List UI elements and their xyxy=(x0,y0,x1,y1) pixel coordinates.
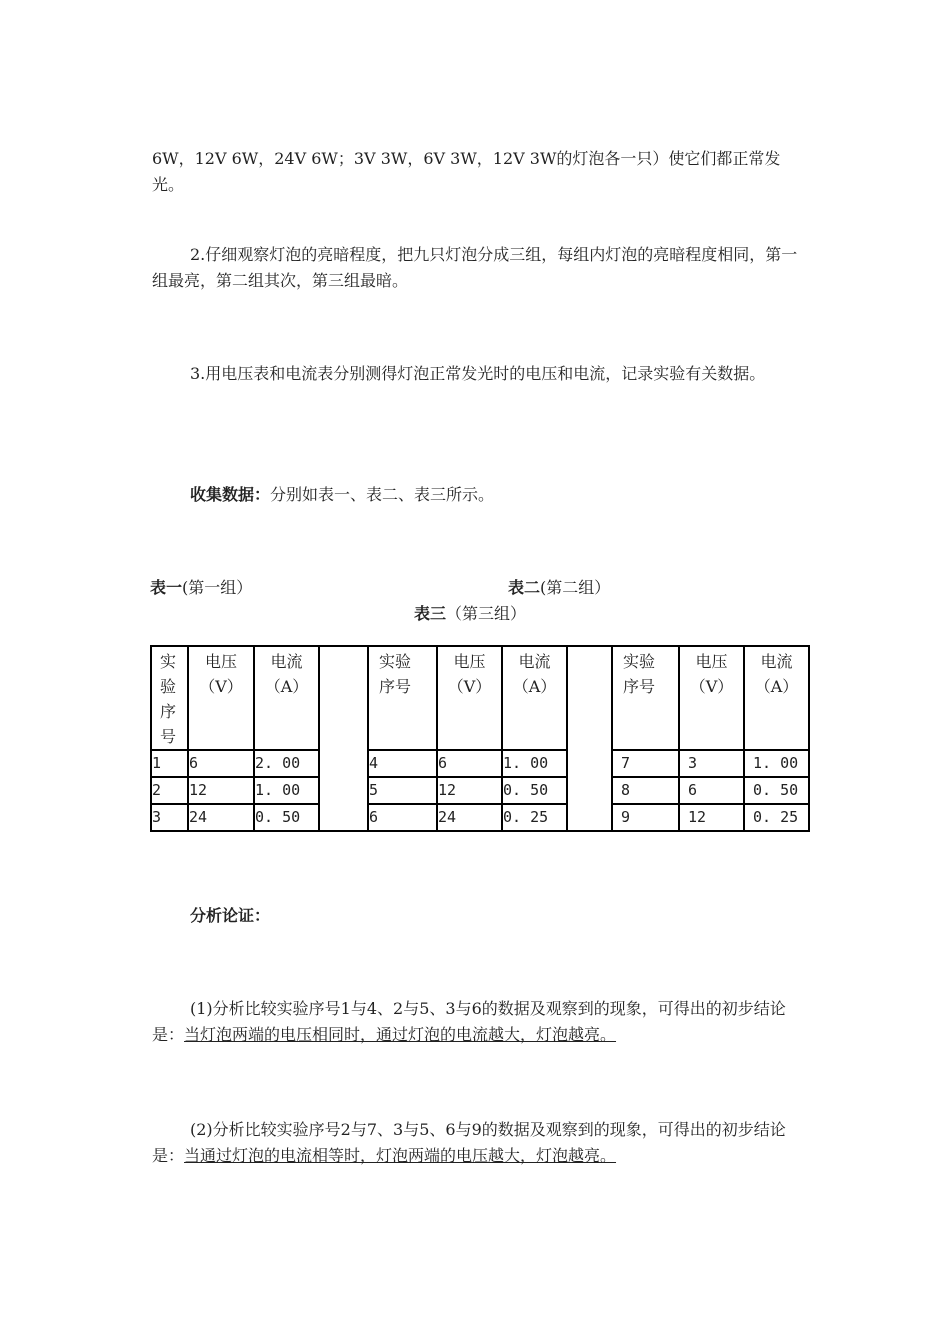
t2-header-voltage: 电压（V） xyxy=(437,646,502,750)
collect-data-text: 分别如表一、表二、表三所示。 xyxy=(270,485,495,504)
table3-caption xyxy=(414,603,526,625)
t2-header-current: 电流（A） xyxy=(502,646,567,750)
t2-cell-current: 0. 25 xyxy=(502,804,567,831)
t2-cell-voltage: 12 xyxy=(437,777,502,804)
t3-header-voltage: 电压（V） xyxy=(679,646,744,750)
paragraph-collect-data xyxy=(152,482,812,508)
t2-cell-voltage: 6 xyxy=(437,750,502,777)
t1-cell-current: 0. 50 xyxy=(254,804,319,831)
gap-cell xyxy=(319,646,368,831)
t1-cell-voltage: 24 xyxy=(188,804,254,831)
conclusion-2-prefix: (2)分析比较实验序号2与7、3与5、6与9的数据及观察到的现象，可得出的初步结论是： xyxy=(152,1120,786,1165)
table3-caption-text: （第三组） xyxy=(446,604,527,623)
t2-cell-voltage: 24 xyxy=(437,804,502,831)
table-row xyxy=(151,750,809,777)
analysis-label: 分析论证： xyxy=(190,906,271,925)
t1-header-seq: 实验序号 xyxy=(151,646,188,750)
table-row xyxy=(151,804,809,831)
t2-cell-seq: 4 xyxy=(368,750,437,777)
data-table xyxy=(150,645,810,832)
t3-cell-voltage: 12 xyxy=(679,804,744,831)
t1-cell-current: 1. 00 xyxy=(254,777,319,804)
collect-data-label: 收集数据： xyxy=(190,485,271,504)
paragraph-step-2: 2.仔细观察灯泡的亮暗程度，把九只灯泡分成三组，每组内灯泡的亮暗程度相同，第一组最亮，第二组其次，第三组最暗。 xyxy=(152,245,798,290)
t3-cell-seq: 8 xyxy=(612,777,679,804)
table3-caption-bold: 表三 xyxy=(414,604,447,623)
t1-cell-seq: 1 xyxy=(151,750,188,777)
table2-caption xyxy=(508,577,610,599)
t2-cell-current: 1. 00 xyxy=(502,750,567,777)
table1-caption-text: (第一组） xyxy=(182,578,253,597)
gap-cell xyxy=(567,646,612,831)
conclusion-2-answer: 当通过灯泡的电流相等时，灯泡两端的电压越大，灯泡越亮。 xyxy=(184,1146,617,1165)
t1-cell-seq: 2 xyxy=(151,777,188,804)
conclusion-1-answer: 当灯泡两端的电压相同时，通过灯泡的电流越大，灯泡越亮。 xyxy=(184,1025,617,1044)
t2-cell-seq: 5 xyxy=(368,777,437,804)
table-header-row xyxy=(151,646,809,750)
t1-cell-voltage: 6 xyxy=(188,750,254,777)
t3-cell-current: 0. 50 xyxy=(744,777,809,804)
paragraph-conclusion-2 xyxy=(152,1117,812,1169)
table1-caption xyxy=(150,577,252,599)
conclusion-1-prefix: (1)分析比较实验序号1与4、2与5、3与6的数据及观察到的现象，可得出的初步结论是： xyxy=(152,999,786,1044)
t2-cell-seq: 6 xyxy=(368,804,437,831)
t3-cell-current: 0. 25 xyxy=(744,804,809,831)
paragraph-bulbs: 6W，12V 6W，24V 6W；3V 3W，6V 3W，12V 3W的灯泡各一只）使它们都正常发光。 xyxy=(152,149,781,194)
t1-header-current: 电流（A） xyxy=(254,646,319,750)
t3-header-seq: 实验序号 xyxy=(612,646,679,750)
t3-cell-current: 1. 00 xyxy=(744,750,809,777)
t3-cell-seq: 9 xyxy=(612,804,679,831)
paragraph-conclusion-1 xyxy=(152,996,812,1048)
t3-cell-seq: 7 xyxy=(612,750,679,777)
t1-cell-voltage: 12 xyxy=(188,777,254,804)
t2-header-seq: 实验序号 xyxy=(368,646,437,750)
table2-caption-bold: 表二 xyxy=(508,578,541,597)
table1-caption-bold: 表一 xyxy=(150,578,183,597)
t1-cell-seq: 3 xyxy=(151,804,188,831)
t3-header-current: 电流（A） xyxy=(744,646,809,750)
table2-caption-text: (第二组） xyxy=(540,578,611,597)
paragraph-step-3: 3.用电压表和电流表分别测得灯泡正常发光时的电压和电流，记录实验有关数据。 xyxy=(190,364,766,383)
paragraph-analysis-heading xyxy=(152,903,812,929)
t3-cell-voltage: 3 xyxy=(679,750,744,777)
t1-cell-current: 2. 00 xyxy=(254,750,319,777)
t2-cell-current: 0. 50 xyxy=(502,777,567,804)
t1-header-voltage: 电压（V） xyxy=(188,646,254,750)
t3-cell-voltage: 6 xyxy=(679,777,744,804)
table-row xyxy=(151,777,809,804)
